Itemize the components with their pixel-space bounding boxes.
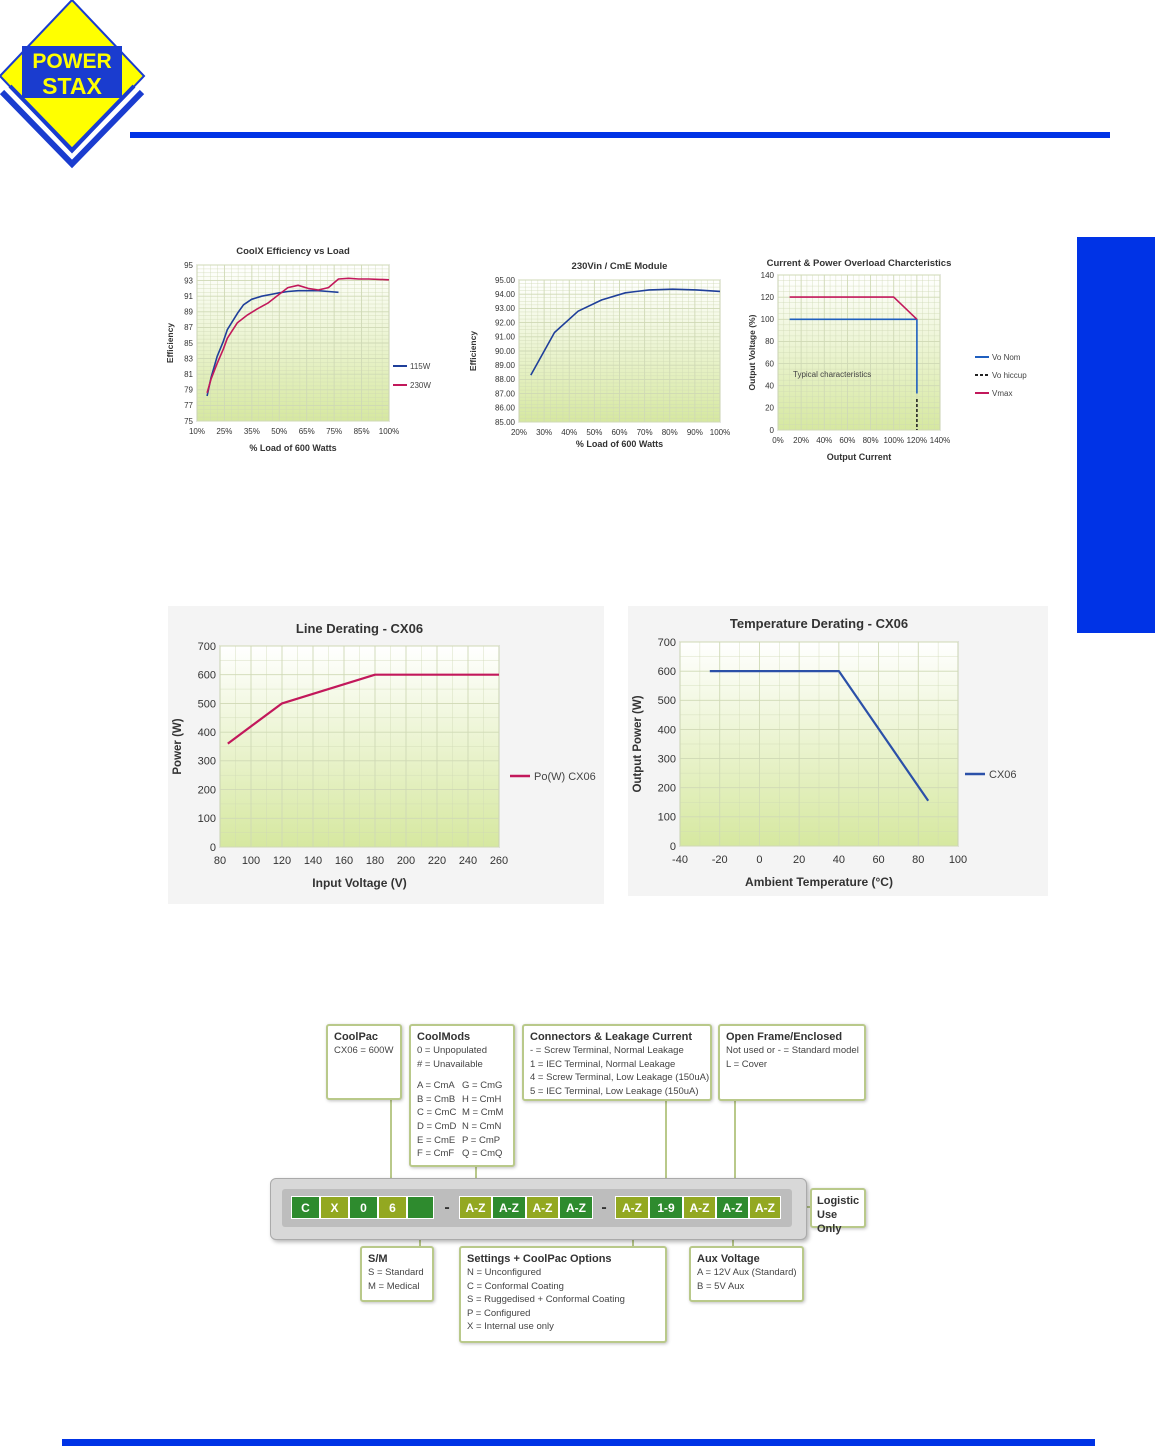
coolmods-code: D = CmD — [417, 1120, 457, 1132]
code-cell-mod3: A-Z — [526, 1196, 559, 1219]
x-tick-label: 35% — [243, 427, 260, 436]
coolmods-code: M = CmM — [462, 1107, 504, 1119]
x-tick-label: 20% — [793, 436, 810, 445]
separator-2: - — [601, 1199, 607, 1216]
logo-text-stax: STAX — [42, 73, 102, 99]
coolmods-code: B = CmB — [417, 1093, 456, 1105]
y-tick-label: 0 — [209, 841, 216, 854]
sm-line: S = Standard — [368, 1267, 424, 1278]
x-tick-label: 20 — [793, 854, 806, 866]
settings-line: X = Internal use only — [467, 1321, 554, 1333]
y-tick-label: 200 — [197, 784, 216, 797]
x-tick-label: 140 — [303, 855, 323, 867]
connectors-line: 5 = IEC Terminal, Low Leakage (150uA) — [530, 1085, 699, 1097]
code-cell-x: X — [320, 1196, 349, 1219]
y-tick-label: 85 — [184, 338, 193, 348]
separator-1: - — [444, 1199, 450, 1216]
y-tick-label: 93.00 — [494, 304, 515, 314]
y-axis-label: Efficiency — [165, 322, 175, 364]
aux-voltage-box — [689, 1246, 804, 1302]
x-tick-label: 25% — [216, 427, 233, 436]
y-tick-label: 93 — [184, 276, 193, 286]
code-cell-connectors: 1-9 — [649, 1196, 683, 1219]
x-axis-label: Ambient Temperature (°C) — [745, 875, 893, 889]
x-tick-label: 80 — [912, 854, 925, 866]
connectors-line: 1 = IEC Terminal, Normal Leakage — [530, 1058, 676, 1070]
coolmods-code: G = CmG — [462, 1080, 503, 1092]
x-tick-label: 260 — [489, 855, 509, 867]
temperature-derating-chart — [628, 606, 1048, 896]
y-tick-label: 40 — [765, 381, 774, 391]
logistic-box — [810, 1188, 866, 1235]
y-tick-label: 91 — [184, 292, 193, 301]
aux-line: B = 5V Aux — [697, 1280, 745, 1292]
x-tick-label: 100% — [709, 428, 730, 437]
coolmods-code: C = CmC — [417, 1107, 457, 1119]
efficiency-chart — [160, 240, 440, 460]
sm-title: S/M — [368, 1253, 388, 1265]
connectors-box — [522, 1024, 712, 1101]
code-cell-aux: A-Z — [683, 1196, 716, 1219]
powerstax-logo — [0, 0, 150, 170]
x-tick-label: 100% — [883, 436, 904, 445]
code-cell-mod4: A-Z — [559, 1196, 593, 1219]
coolmods-code: H = CmH — [462, 1093, 502, 1105]
settings-line: P = Configured — [467, 1307, 531, 1319]
y-tick-label: 85.00 — [494, 417, 515, 427]
settings-title: Settings + CoolPac Options — [467, 1253, 612, 1265]
y-tick-label: 91.00 — [494, 332, 515, 342]
settings-line: S = Ruggedised + Conformal Coating — [467, 1294, 625, 1306]
line-derating-chart — [168, 606, 604, 904]
x-tick-label: 10% — [188, 427, 206, 436]
x-tick-label: 50% — [586, 428, 603, 437]
y-tick-label: 81 — [184, 370, 193, 379]
aux-line: A = 12V Aux (Standard) — [697, 1267, 797, 1278]
x-tick-label: 80% — [862, 436, 879, 445]
y-tick-label: 100 — [657, 811, 676, 824]
x-tick-label: 30% — [536, 428, 553, 437]
x-tick-label: 120 — [272, 855, 292, 867]
x-axis-label: Output Current — [826, 452, 892, 462]
coolmods-title: CoolMods — [417, 1031, 471, 1043]
chart-title: 230Vin / CmE Module — [571, 261, 668, 272]
y-tick-label: 87 — [184, 323, 193, 333]
x-tick-label: 90% — [686, 428, 703, 437]
x-tick-label: 0% — [772, 436, 784, 445]
chart-title: Temperature Derating - CX06 — [729, 616, 909, 631]
y-tick-label: 120 — [760, 292, 774, 302]
coolmods-code: Q = CmQ — [462, 1148, 503, 1160]
code-cell-6: 6 — [378, 1196, 407, 1219]
x-tick-label: 85% — [353, 427, 370, 436]
y-tick-label: 200 — [657, 782, 676, 795]
x-tick-label: 80 — [213, 855, 227, 867]
y-tick-label: 20 — [765, 403, 774, 413]
connectors-line: - = Screw Terminal, Normal Leakage — [530, 1045, 684, 1056]
coolmods-box — [409, 1024, 515, 1167]
y-tick-label: 0 — [669, 840, 676, 853]
y-tick-label: 300 — [197, 755, 216, 768]
code-cell-mod2: A-Z — [492, 1196, 526, 1219]
chart-title: Current & Power Overload Charcteristics — [766, 258, 952, 269]
y-tick-label: 60 — [765, 359, 774, 369]
y-tick-label: 88.00 — [494, 375, 515, 385]
sm-box — [360, 1246, 434, 1302]
code-cell-c: C — [291, 1196, 320, 1219]
x-tick-label: 40 — [832, 854, 845, 866]
y-tick-label: 83 — [184, 354, 193, 364]
code-cell-sm — [407, 1196, 434, 1219]
x-tick-label: 200 — [396, 855, 416, 867]
aux-title: Aux Voltage — [697, 1253, 760, 1265]
chart-title: Line Derating - CX06 — [295, 621, 424, 636]
y-axis-label: Efficiency — [468, 330, 478, 372]
y-tick-label: 100 — [760, 315, 774, 325]
code-cell-openframe: A-Z — [716, 1196, 749, 1219]
coolmods-code: P = CmP — [462, 1134, 501, 1146]
settings-line: N = Unconfigured — [467, 1267, 542, 1278]
x-axis-label: % Load of 600 Watts — [249, 443, 337, 453]
y-tick-label: 100 — [197, 813, 216, 826]
coolmods-code: N = CmN — [462, 1120, 502, 1132]
x-tick-label: 180 — [365, 855, 385, 867]
x-tick-label: 100% — [378, 427, 400, 436]
y-tick-label: 90.00 — [494, 346, 515, 356]
coolpac-line: CX06 = 600W — [334, 1045, 394, 1056]
side-tab — [1077, 237, 1155, 633]
x-tick-label: 40% — [816, 436, 833, 445]
coolmods-code: F = CmF — [417, 1148, 455, 1160]
y-tick-label: 92.00 — [494, 318, 515, 328]
y-tick-label: 79 — [184, 385, 193, 395]
x-tick-label: 65% — [298, 427, 315, 436]
y-tick-label: 600 — [197, 669, 216, 682]
y-tick-label: 89.00 — [494, 361, 515, 370]
y-tick-label: 95 — [184, 260, 193, 270]
x-tick-label: 50% — [271, 427, 288, 436]
connectors-title: Connectors & Leakage Current — [530, 1031, 692, 1043]
x-tick-label: 220 — [427, 855, 447, 867]
settings-line: C = Conformal Coating — [467, 1280, 564, 1292]
y-tick-label: 140 — [760, 270, 774, 280]
open-frame-line: Not used or - = Standard model — [726, 1045, 859, 1056]
code-cell-mod1: A-Z — [459, 1196, 492, 1219]
coolpac-title: CoolPac — [334, 1031, 379, 1043]
legend-label: 115W — [410, 361, 431, 371]
y-tick-label: 86.00 — [494, 403, 515, 413]
y-tick-label: 77 — [184, 401, 193, 411]
settings-box — [459, 1246, 667, 1343]
header-rule — [130, 132, 1110, 138]
legend-label: Vo hiccup — [992, 370, 1027, 380]
x-tick-label: 160 — [334, 855, 354, 867]
x-tick-label: 140% — [929, 436, 951, 445]
legend-label: Vmax — [992, 388, 1013, 398]
footer-rule — [62, 1439, 1095, 1446]
logistic-title-2: Use Only — [817, 1209, 842, 1235]
code-cell-settings: A-Z — [615, 1196, 649, 1219]
coolmods-code: A = CmA — [417, 1080, 455, 1092]
open-frame-title: Open Frame/Enclosed — [726, 1031, 843, 1043]
x-tick-label: -20 — [711, 854, 728, 866]
open-frame-box — [718, 1024, 866, 1101]
x-axis-label: % Load of 600 Watts — [575, 439, 664, 449]
y-tick-label: 400 — [197, 726, 216, 739]
y-tick-label: 700 — [657, 636, 676, 649]
y-tick-label: 80 — [765, 337, 774, 347]
x-tick-label: 240 — [458, 855, 478, 867]
x-tick-label: 80% — [661, 428, 678, 437]
y-tick-label: 75 — [184, 416, 193, 426]
y-axis-label: Power (W) — [172, 718, 184, 775]
y-tick-label: 94.00 — [494, 290, 515, 299]
x-tick-label: 40% — [561, 428, 578, 437]
x-tick-label: 60% — [611, 428, 628, 437]
y-tick-label: 700 — [197, 640, 216, 653]
legend-label: CX06 — [989, 768, 1017, 781]
x-tick-label: 70% — [636, 428, 653, 437]
x-tick-label: 100 — [948, 854, 968, 866]
x-axis-label: Input Voltage (V) — [312, 876, 407, 890]
open-frame-line: L = Cover — [726, 1058, 768, 1070]
connectors-line: 4 = Screw Terminal, Low Leakage (150uA) — [530, 1072, 710, 1084]
x-tick-label: -40 — [672, 854, 688, 866]
x-tick-label: 60 — [872, 854, 885, 866]
cme-efficiency-chart — [465, 256, 730, 456]
x-tick-label: 60% — [839, 436, 856, 445]
sm-line: M = Medical — [368, 1280, 420, 1292]
y-tick-label: 500 — [657, 695, 676, 708]
coolmods-code: E = CmE — [417, 1134, 456, 1146]
y-tick-label: 400 — [657, 724, 676, 737]
coolmods-line: 0 = Unpopulated — [417, 1045, 487, 1056]
y-tick-label: 87.00 — [494, 389, 515, 399]
overload-chart — [745, 254, 1035, 466]
y-axis-label: Output Voltage (%) — [747, 314, 757, 391]
y-tick-label: 500 — [197, 698, 216, 711]
chart-annotation: Typical characteristics — [793, 370, 872, 379]
code-cell-0: 0 — [349, 1196, 378, 1219]
legend-label: Vo Nom — [992, 352, 1021, 362]
y-tick-label: 600 — [657, 665, 676, 678]
x-tick-label: 120% — [906, 436, 928, 445]
legend-label: Po(W) CX06 — [534, 770, 596, 783]
code-cell-logistic: A-Z — [749, 1196, 781, 1219]
y-axis-label: Output Power (W) — [632, 695, 644, 793]
logistic-title-1: Logistic — [817, 1195, 860, 1207]
legend-label: 230W — [410, 380, 431, 390]
y-tick-label: 95.00 — [494, 275, 515, 285]
y-tick-label: 0 — [769, 425, 774, 435]
logo-text-power: POWER — [32, 50, 112, 73]
x-tick-label: 100 — [241, 855, 261, 867]
coolmods-line: # = Unavailable — [417, 1058, 483, 1070]
y-tick-label: 89 — [184, 307, 193, 317]
y-tick-label: 300 — [657, 753, 676, 766]
x-tick-label: 75% — [326, 427, 343, 436]
coolpac-box — [326, 1024, 402, 1100]
x-tick-label: 0 — [756, 854, 763, 866]
x-tick-label: 20% — [510, 428, 528, 437]
chart-title: CoolX Efficiency vs Load — [236, 246, 350, 257]
